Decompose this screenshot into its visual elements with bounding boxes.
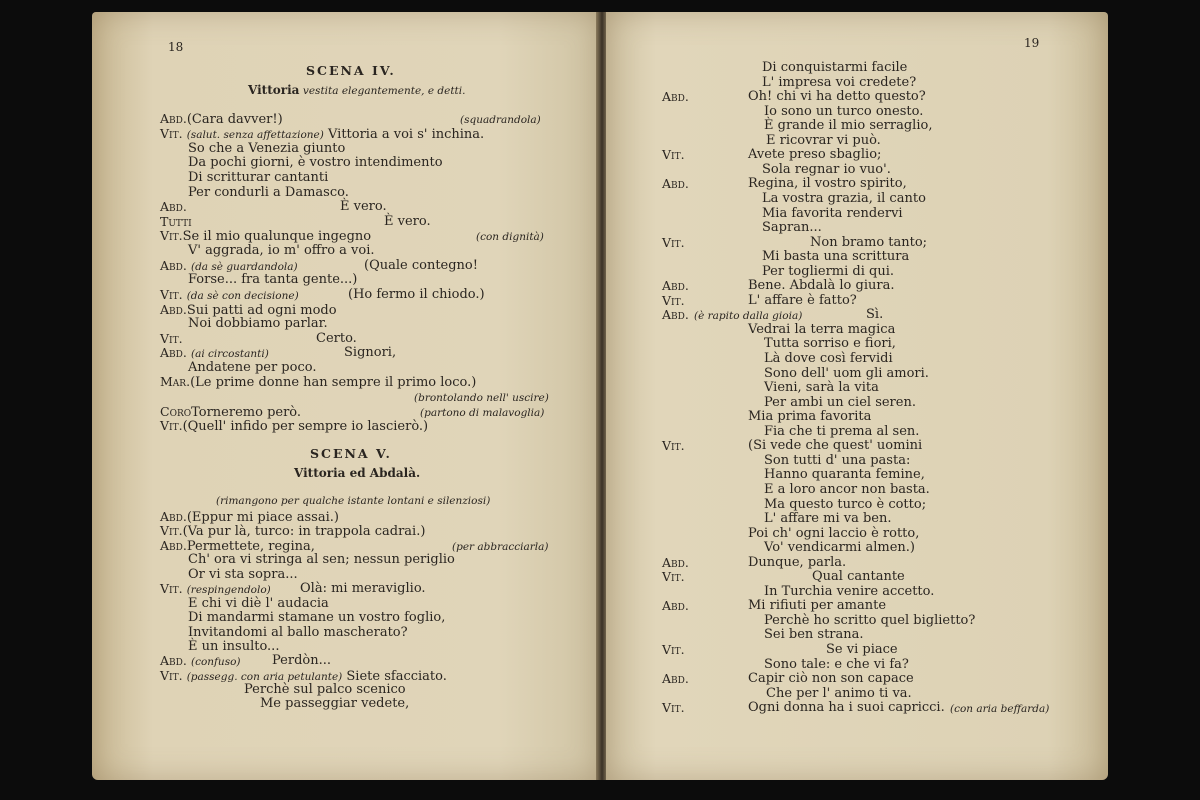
verse-line: Vieni, sarà la vita bbox=[764, 380, 879, 395]
speaker-label: Abd. bbox=[160, 345, 187, 360]
speaker-label: Vit. bbox=[160, 287, 183, 302]
verse-text: Se il mio qualunque ingegno bbox=[182, 229, 372, 244]
verse-line: (Si vede che quest' uomini bbox=[748, 438, 923, 453]
verse-line: Invitandomi al ballo mascherato? bbox=[188, 625, 408, 640]
speaker-label: Tutti bbox=[160, 214, 192, 229]
verse-line: Son tutti d' una pasta: bbox=[764, 453, 911, 468]
scene-4-subtitle-rest: vestita elegantemente, e detti. bbox=[302, 85, 466, 97]
verse-line: Or vi sta sopra... bbox=[188, 567, 298, 582]
scene-5-title: SCENA V. bbox=[310, 446, 392, 461]
speaker-label: Abd. bbox=[160, 199, 187, 214]
speaker-label: Vit. bbox=[160, 126, 183, 141]
verse-line: Regina, il vostro spirito, bbox=[748, 176, 907, 191]
speaker-label: Vit. bbox=[160, 581, 183, 596]
verse-line: Me passeggiar vedete, bbox=[260, 696, 410, 711]
verse-line: Sì. bbox=[866, 307, 884, 322]
speaker-label: Abd. bbox=[160, 302, 187, 317]
speaker-label: Mar. bbox=[160, 374, 191, 389]
speaker-label: Abd. bbox=[662, 598, 689, 613]
speaker-label: Vit. bbox=[160, 228, 183, 243]
verse-line: Vedrai la terra magica bbox=[748, 322, 896, 337]
speaker-label: Abd. bbox=[160, 538, 187, 553]
verse-line: Ogni donna ha i suoi capricci. bbox=[748, 700, 945, 715]
speaker-label: Abd. bbox=[662, 307, 689, 322]
verse-line: Mia favorita rendervi bbox=[762, 206, 903, 221]
verse-line bbox=[160, 418, 428, 434]
verse-line: Mi basta una scrittura bbox=[762, 249, 910, 264]
speaker-label: Abd. bbox=[662, 176, 689, 191]
verse-line: Andatene per poco. bbox=[188, 360, 317, 375]
stage-direction: (brontolando nell' uscire) bbox=[414, 392, 549, 404]
speaker-label: Vit. bbox=[662, 700, 685, 715]
speaker-label: Vit. bbox=[160, 668, 183, 683]
verse-line: Certo. bbox=[316, 331, 357, 346]
verse-line bbox=[160, 111, 283, 127]
verse-text: Sui patti ad ogni modo bbox=[186, 303, 337, 318]
verse-text: (Va pur là, turco: in trappola cadrai.) bbox=[182, 524, 426, 539]
verse-line bbox=[160, 374, 476, 390]
verse-line: E a loro ancor non basta. bbox=[764, 482, 930, 497]
verse-line: Mia prima favorita bbox=[748, 409, 872, 424]
verse-line: Forse... fra tanta gente...) bbox=[188, 272, 358, 287]
verse-line: È vero. bbox=[340, 199, 387, 214]
verse-line: In Turchia venire accetto. bbox=[764, 584, 935, 599]
verse-line: Per togliermi di qui. bbox=[762, 264, 895, 279]
verse-line: L' affare è fatto? bbox=[748, 293, 857, 308]
verse-text: (Le prime donne han sempre il primo loco.) bbox=[190, 375, 477, 390]
stage-direction: (ai circostanti) bbox=[190, 348, 269, 360]
verse-line: (Quale contegno! bbox=[364, 258, 478, 273]
verse-line: Hanno quaranta femine, bbox=[764, 467, 925, 482]
scene-4-subtitle-name: Vittoria bbox=[248, 83, 300, 97]
verse-text: Siete sfacciato. bbox=[346, 669, 447, 684]
verse-line: Sola regnar io vuo'. bbox=[762, 162, 891, 177]
verse-line: Dunque, parla. bbox=[748, 555, 847, 570]
stage-direction: (salut. senza affettazione) bbox=[186, 129, 324, 141]
speaker-label: Abd. bbox=[160, 111, 187, 126]
speaker-label: Vit. bbox=[662, 293, 685, 308]
verse-line: Sono dell' uom gli amori. bbox=[764, 366, 929, 381]
verse-line: Di mandarmi stamane un vostro foglio, bbox=[188, 610, 446, 625]
speaker-label: Vit. bbox=[662, 569, 685, 584]
verse-line: Qual cantante bbox=[812, 569, 905, 584]
stage-direction: (è rapito dalla gioia) bbox=[694, 310, 803, 322]
verse-line: Se vi piace bbox=[826, 642, 898, 657]
verse-line: E ricovrar vi può. bbox=[766, 133, 881, 148]
stage-direction: (respingendolo) bbox=[186, 584, 271, 596]
verse-line: Da pochi giorni, è vostro intendimento bbox=[188, 155, 443, 170]
speaker-label: Vit. bbox=[662, 642, 685, 657]
verse-line: Fia che ti prema al sen. bbox=[764, 424, 920, 439]
verse-line: Tutta sorriso e fiori, bbox=[764, 336, 896, 351]
verse-line: È vero. bbox=[384, 214, 431, 229]
speaker-label: Vit. bbox=[160, 331, 183, 346]
scene-4-title: SCENA IV. bbox=[306, 63, 396, 78]
verse-line: La vostra grazia, il canto bbox=[762, 191, 926, 206]
verse-line: Bene. Abdalà lo giura. bbox=[748, 278, 895, 293]
verse-line: Sei ben strana. bbox=[764, 627, 864, 642]
verse-line: So che a Venezia giunto bbox=[188, 141, 346, 156]
verse-line: Io sono un turco onesto. bbox=[764, 104, 924, 119]
verse-line: L' affare mi va ben. bbox=[764, 511, 892, 526]
verse-line: Signori, bbox=[344, 345, 397, 360]
verse-line: Che per l' animo ti va. bbox=[766, 686, 912, 701]
stage-direction: (da sè guardandola) bbox=[190, 261, 298, 273]
stage-direction: (da sè con decisione) bbox=[186, 290, 299, 302]
verse-text: Vittoria a voi s' inchina. bbox=[328, 127, 485, 142]
verse-line: (Ho fermo il chiodo.) bbox=[348, 287, 485, 302]
scene-5-subtitle-text: Vittoria ed Abdalà. bbox=[294, 466, 421, 480]
verse-text: (Eppur mi piace assai.) bbox=[186, 510, 339, 525]
verse-line: Mi rifiuti per amante bbox=[748, 598, 887, 613]
speaker-label: Coro bbox=[160, 404, 192, 419]
verse-line: Noi dobbiamo parlar. bbox=[188, 316, 328, 331]
verse-line: Per ambi un ciel seren. bbox=[764, 395, 916, 410]
verse-text: Torneremo però. bbox=[191, 405, 302, 420]
verse-line: È un insulto... bbox=[188, 639, 280, 654]
speaker-label: Abd. bbox=[160, 653, 187, 668]
verse-line: Perchè ho scritto quel biglietto? bbox=[764, 613, 976, 628]
stage-direction: (confuso) bbox=[190, 656, 241, 668]
stage-direction: (per abbracciarla) bbox=[452, 541, 549, 553]
page-number-right: 19 bbox=[1024, 36, 1040, 50]
page-number-left: 18 bbox=[168, 40, 184, 54]
verse-line: Là dove così fervidi bbox=[764, 351, 893, 366]
verse-line: L' impresa voi credete? bbox=[762, 75, 917, 90]
speaker-label: Vit. bbox=[662, 235, 685, 250]
speaker-label: Abd. bbox=[662, 671, 689, 686]
verse-line: Perdòn... bbox=[272, 653, 331, 668]
verse-line: Vo' vendicarmi almen.) bbox=[764, 540, 915, 555]
verse-line: Oh! chi vi ha detto questo? bbox=[748, 89, 926, 104]
verse-line: Sono tale: e che vi fa? bbox=[764, 657, 909, 672]
speaker-label: Vit. bbox=[662, 438, 685, 453]
verse-line bbox=[160, 523, 425, 539]
verse-line: Olà: mi meraviglio. bbox=[300, 581, 426, 596]
verse-line: Di conquistarmi facile bbox=[762, 60, 908, 75]
verse-line: V' aggrada, io m' offro a voi. bbox=[188, 243, 375, 258]
verse-text: (Quell' infido per sempre io lascierò.) bbox=[182, 419, 429, 434]
stage-direction: (rimangono per qualche istante lontani e silenziosi) bbox=[216, 495, 491, 507]
stage-direction: (passegg. con aria petulante) bbox=[186, 671, 343, 683]
verse-line: È grande il mio serraglio, bbox=[764, 118, 933, 133]
stage-direction: (partono di malavoglia) bbox=[420, 407, 545, 419]
verse-line: Perchè sul palco scenico bbox=[244, 682, 406, 697]
verse-line bbox=[160, 228, 371, 244]
verse-text: Permettete, regina, bbox=[186, 539, 315, 554]
verse-line: Non bramo tanto; bbox=[810, 235, 928, 250]
verse-line: Poi ch' ogni laccio è rotto, bbox=[748, 526, 920, 541]
stage-direction: (con dignità) bbox=[476, 231, 544, 243]
speaker-label: Abd. bbox=[160, 509, 187, 524]
verse-line: Avete preso sbaglio; bbox=[748, 147, 882, 162]
verse-line: Sapran... bbox=[762, 220, 822, 235]
verse-line: Per condurli a Damasco. bbox=[188, 185, 349, 200]
stage-direction: (con aria beffarda) bbox=[950, 703, 1050, 715]
speaker-label: Vit. bbox=[160, 418, 183, 433]
speaker-label: Abd. bbox=[662, 555, 689, 570]
scene-4-subtitle bbox=[248, 83, 465, 99]
verse-line: Ch' ora vi stringa al sen; nessun periglio bbox=[188, 552, 455, 567]
verse-line: Di scritturar cantanti bbox=[188, 170, 329, 185]
verse-text: (Cara davver!) bbox=[186, 112, 283, 127]
speaker-label: Vit. bbox=[662, 147, 685, 162]
speaker-label: Vit. bbox=[160, 523, 183, 538]
speaker-label: Abd. bbox=[662, 89, 689, 104]
verse-line: Ma questo turco è cotto; bbox=[764, 497, 927, 512]
scene-5-subtitle bbox=[294, 466, 420, 481]
speaker-label: Abd. bbox=[662, 278, 689, 293]
stage-direction: (squadrandola) bbox=[460, 114, 541, 126]
speaker-label: Abd. bbox=[160, 258, 187, 273]
verse-line: E chi vi diè l' audacia bbox=[188, 596, 329, 611]
verse-line: Capir ciò non son capace bbox=[748, 671, 914, 686]
